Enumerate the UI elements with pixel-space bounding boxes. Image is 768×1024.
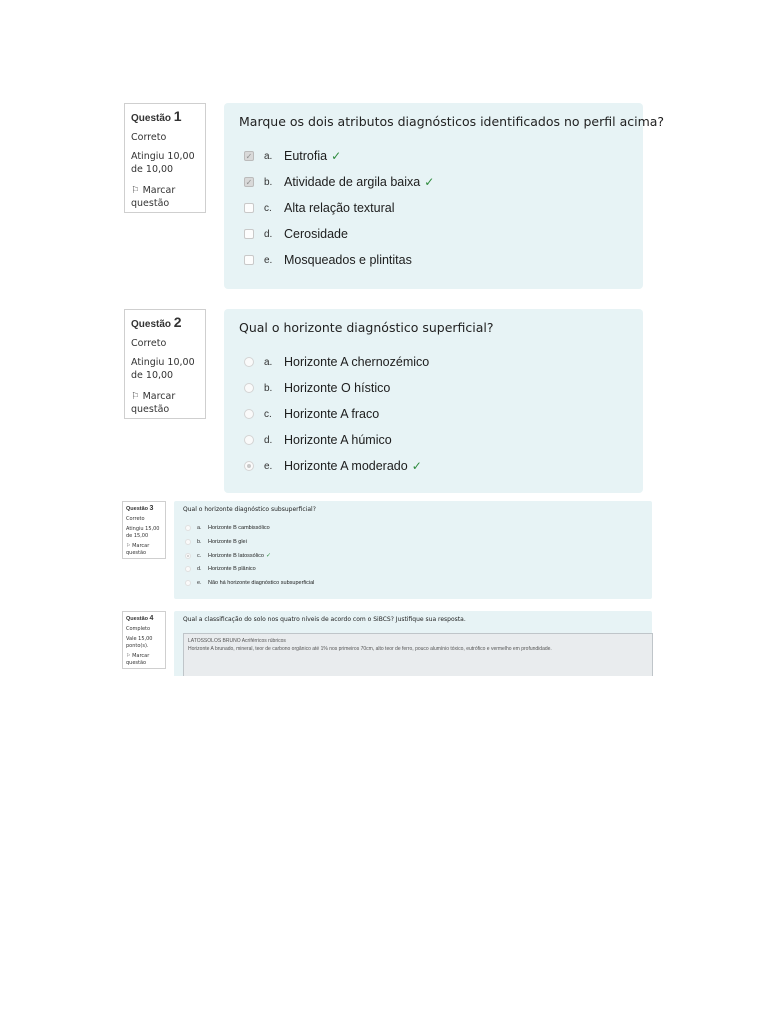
checkbox[interactable] bbox=[244, 203, 254, 213]
question-state: Correto bbox=[126, 516, 145, 522]
answer-option-a[interactable] bbox=[244, 355, 429, 369]
question-label: Questão bbox=[126, 506, 149, 512]
answer-option-b[interactable] bbox=[244, 175, 434, 189]
radio-button[interactable] bbox=[185, 553, 191, 559]
radio-button[interactable] bbox=[185, 525, 191, 531]
answer-text: Horizonte A chernozémico bbox=[284, 355, 430, 369]
answer-letter: b. bbox=[264, 382, 273, 394]
answer-letter: e. bbox=[264, 254, 273, 266]
answer-letter: a. bbox=[264, 356, 273, 368]
question-num: 4 bbox=[149, 615, 154, 622]
question-number bbox=[126, 615, 162, 623]
question-text: Qual o horizonte diagnóstico superficial? bbox=[239, 320, 494, 335]
answer-text: Horizonte B cambissólico bbox=[208, 525, 270, 531]
answer-letter: b. bbox=[264, 176, 273, 188]
question-content bbox=[174, 611, 652, 676]
answer-text: Horizonte A fraco bbox=[284, 407, 380, 421]
answer-text: Horizonte O hístico bbox=[284, 381, 391, 395]
answer-letter: c. bbox=[264, 408, 272, 420]
question-grade: Atingiu 15,00 de 15,00 bbox=[126, 526, 160, 539]
question-text: Marque os dois atributos diagnósticos identificados no perfil acima? bbox=[239, 114, 665, 129]
flag-label: Marcar questão bbox=[126, 653, 150, 666]
answer-option-e[interactable] bbox=[244, 253, 412, 267]
answer-letter: b. bbox=[197, 539, 202, 545]
question-info bbox=[124, 309, 206, 419]
question-text: Qual o horizonte diagnóstico subsuperficial? bbox=[183, 506, 316, 513]
check-icon: ✓ bbox=[424, 175, 435, 189]
radio-button[interactable] bbox=[185, 539, 191, 545]
radio-button[interactable] bbox=[244, 357, 254, 367]
flag-question-link[interactable] bbox=[131, 184, 199, 210]
flag-icon: ⚐ bbox=[126, 543, 131, 549]
check-icon: ✓ bbox=[265, 552, 271, 559]
answer-option-d[interactable] bbox=[244, 433, 392, 447]
question-content bbox=[224, 103, 665, 289]
answer-text: Eutrofia bbox=[284, 149, 328, 163]
answer-option-c[interactable] bbox=[244, 407, 379, 421]
question-num: 1 bbox=[173, 108, 182, 124]
radio-button[interactable] bbox=[244, 383, 254, 393]
question-info bbox=[122, 501, 166, 559]
question-state: Correto bbox=[131, 132, 167, 143]
checkbox[interactable] bbox=[244, 177, 254, 187]
check-icon: ✓ bbox=[331, 149, 342, 163]
radio-button[interactable] bbox=[244, 435, 254, 445]
answer-option-a[interactable] bbox=[244, 149, 341, 163]
question-grade: Vale 15,00 ponto(s). bbox=[126, 636, 153, 649]
question-num: 2 bbox=[173, 314, 182, 330]
answer-letter: d. bbox=[197, 566, 202, 572]
question-text: Qual a classificação do solo nos quatro níveis de acordo com o SiBCS? Justifique sua resposta. bbox=[183, 616, 466, 623]
answer-option-e[interactable] bbox=[185, 580, 314, 586]
answer-option-c[interactable] bbox=[185, 552, 271, 559]
checkbox[interactable] bbox=[244, 229, 254, 239]
flag-icon: ⚐ bbox=[126, 653, 131, 659]
answer-option-d[interactable] bbox=[185, 566, 256, 572]
checkbox[interactable] bbox=[244, 151, 254, 161]
question-number bbox=[126, 505, 162, 513]
response-line-2: Horizonte A brunado, mineral, teor de carbono orgânico até 1% nos primeiros 70cm, alto teor de ferro, pouco alumínio tóxico, eutrófico e vermelho em profundidade. bbox=[188, 646, 552, 652]
answer-option-d[interactable] bbox=[244, 227, 348, 241]
answer-text: Horizonte B glei bbox=[208, 539, 247, 545]
radio-button[interactable] bbox=[244, 461, 254, 471]
question-info bbox=[124, 103, 206, 213]
question-content bbox=[224, 309, 643, 493]
answer-option-b[interactable] bbox=[244, 381, 390, 395]
question-grade: Atingiu 10,00 de 10,00 bbox=[131, 357, 195, 381]
flag-label: Marcar questão bbox=[126, 543, 150, 556]
question-state: Correto bbox=[131, 338, 167, 349]
flag-label: Marcar questão bbox=[131, 185, 176, 209]
question-number bbox=[131, 316, 199, 331]
answer-letter: a. bbox=[197, 525, 202, 531]
flag-icon: ⚐ bbox=[131, 391, 140, 402]
question-label: Questão bbox=[131, 319, 172, 330]
question-label: Questão bbox=[131, 113, 172, 124]
answer-letter: a. bbox=[264, 150, 273, 162]
flag-question-link[interactable] bbox=[126, 653, 162, 667]
question-state: Completo bbox=[126, 626, 151, 632]
checkbox[interactable] bbox=[244, 255, 254, 265]
response-line-1: LATOSSOLOS BRUNO Acriférricos rúbricos bbox=[188, 638, 286, 644]
check-icon: ✓ bbox=[411, 459, 422, 473]
answer-option-c[interactable] bbox=[244, 201, 394, 215]
question-content bbox=[174, 501, 652, 599]
answer-letter: d. bbox=[264, 434, 273, 446]
question-grade: Atingiu 10,00 de 10,00 bbox=[131, 151, 195, 175]
flag-icon: ⚐ bbox=[131, 185, 140, 196]
answer-option-a[interactable] bbox=[185, 525, 270, 531]
answer-text: Horizonte A moderado bbox=[284, 459, 408, 473]
flag-question-link[interactable] bbox=[131, 390, 199, 416]
answer-text: Alta relação textural bbox=[284, 201, 395, 215]
essay-response-box[interactable] bbox=[183, 633, 653, 676]
answer-letter: c. bbox=[264, 202, 272, 214]
flag-question-link[interactable] bbox=[126, 543, 162, 557]
answer-letter: c. bbox=[197, 552, 202, 559]
answer-letter: d. bbox=[264, 228, 273, 240]
answer-text: Mosqueados e plintitas bbox=[284, 253, 412, 267]
answer-option-b[interactable] bbox=[185, 539, 247, 545]
question-number bbox=[131, 110, 199, 125]
question-num: 3 bbox=[149, 505, 154, 512]
answer-option-e[interactable] bbox=[244, 459, 422, 473]
answer-text: Não há horizonte diagnóstico subsuperficial bbox=[208, 580, 315, 586]
radio-button[interactable] bbox=[185, 580, 191, 586]
radio-button[interactable] bbox=[185, 566, 191, 572]
answer-text: Horizonte B plânico bbox=[208, 566, 256, 572]
answer-text: Atividade de argila baixa bbox=[284, 175, 421, 189]
flag-label: Marcar questão bbox=[131, 391, 176, 415]
answer-letter: e. bbox=[264, 460, 273, 472]
question-info bbox=[122, 611, 166, 669]
answer-letter: e. bbox=[197, 580, 202, 586]
radio-button[interactable] bbox=[244, 409, 254, 419]
answer-text: Horizonte A húmico bbox=[284, 433, 392, 447]
answer-text: Horizonte B latossólico bbox=[208, 552, 264, 559]
answer-text: Cerosidade bbox=[284, 227, 348, 241]
question-label: Questão bbox=[126, 616, 149, 622]
